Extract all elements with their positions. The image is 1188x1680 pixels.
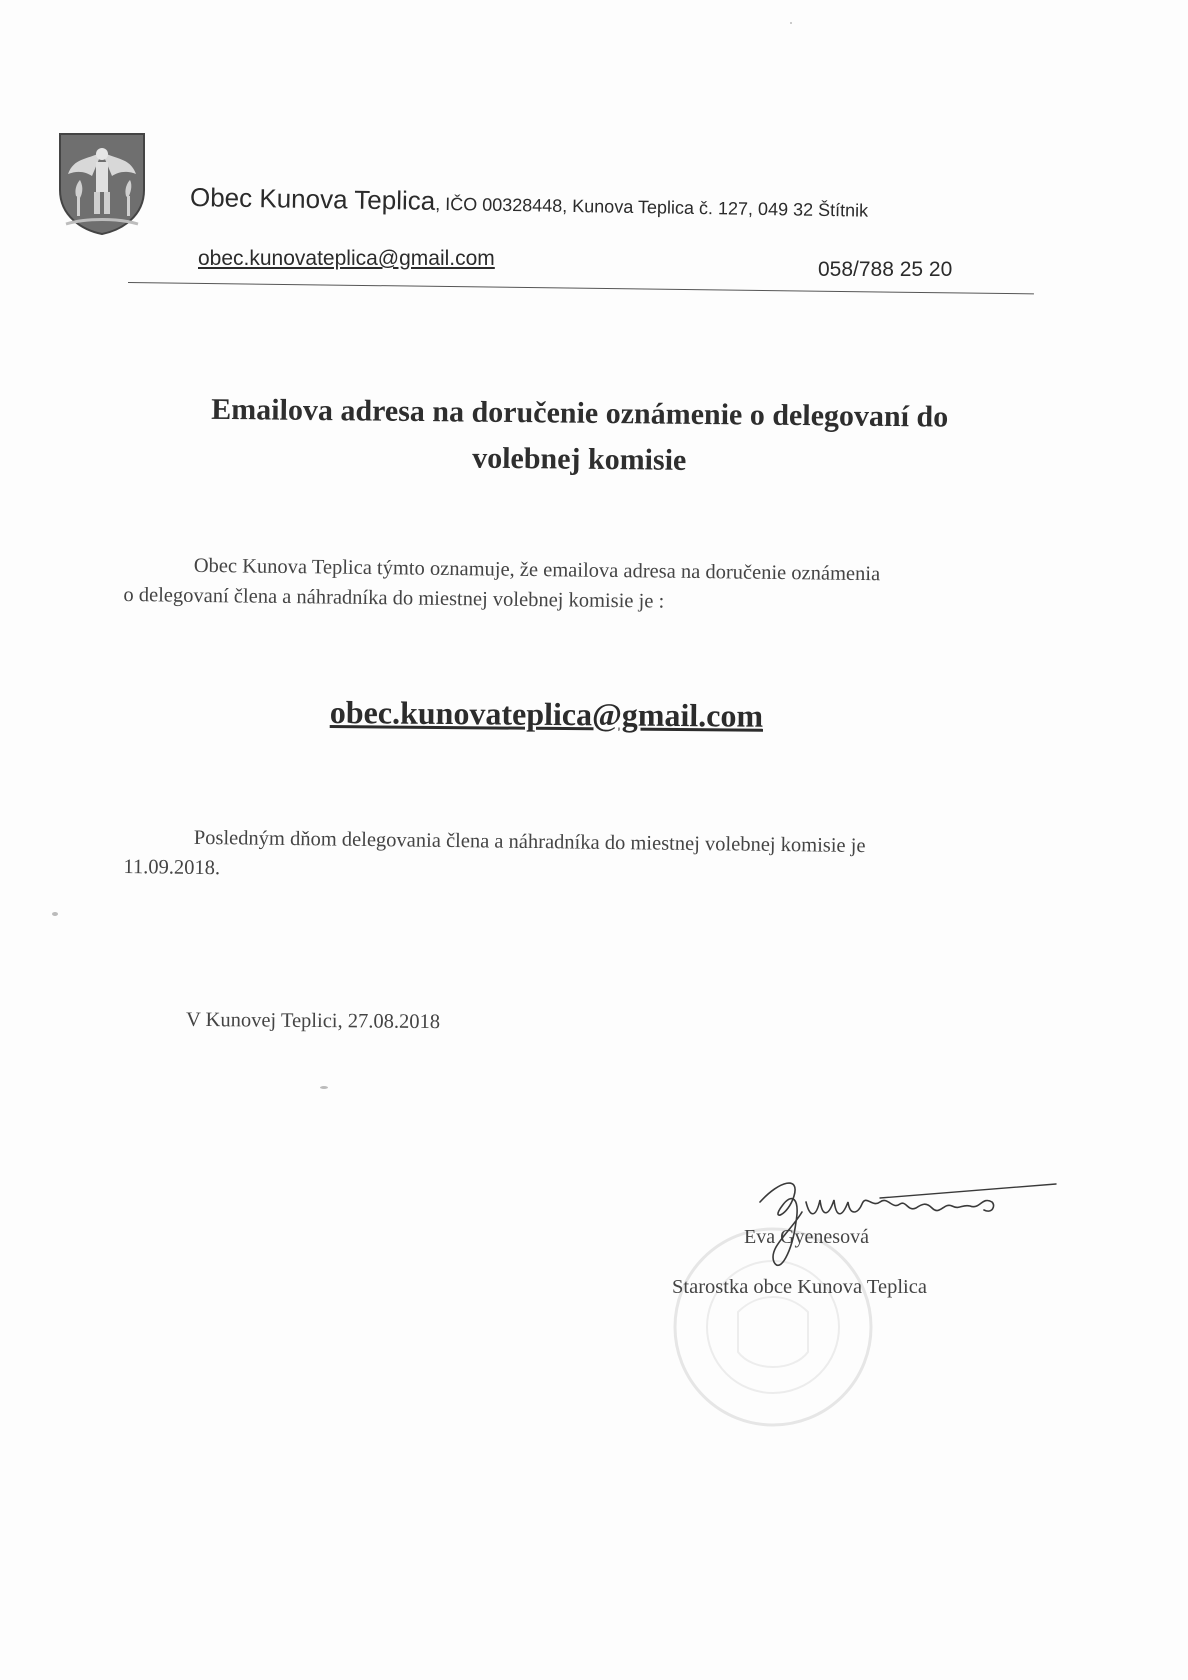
paragraph-line: Posledným dňom delegovania člena a náhradníka do miestnej volebnej komisie je [193, 826, 866, 858]
contact-email: obec.kunovateplica@gmail.com [329, 694, 764, 734]
letterhead-phone: 058/788 25 20 [818, 258, 953, 281]
handwritten-signature [730, 1162, 1060, 1282]
place-and-date: V Kunovej Teplici, 27.08.2018 [185, 1008, 441, 1034]
letterhead-divider [128, 282, 1034, 294]
signatory-role: Starostka obce Kunova Teplica [672, 1276, 927, 1298]
title-line-2: volebnej komisie [471, 441, 687, 477]
letterhead-line [190, 182, 1010, 226]
letterhead-email: obec.kunovateplica@gmail.com [198, 247, 495, 270]
paragraph-line: o delegovaní člena a náhradníka do miestnej volebnej komisie je : [123, 583, 665, 613]
paragraph-line: 11.09.2018. [123, 855, 221, 880]
scan-speck [790, 22, 792, 24]
signatory-name: Eva Gyenesová [744, 1226, 869, 1248]
deadline-paragraph [123, 822, 1008, 893]
scan-speck [52, 912, 58, 916]
announcement-paragraph [123, 550, 1008, 621]
scan-speck [320, 1086, 328, 1089]
municipality-details: , IČO 00328448, Kunova Teplica č. 127, 049 32 Štítnik [435, 193, 869, 221]
title-line-1: Emailova adresa na doručenie oznámenie o delegovaní do [211, 392, 949, 434]
paragraph-line: Obec Kunova Teplica týmto oznamuje, že emailova adresa na doručenie oznámenia [193, 554, 881, 586]
coat-of-arms-logo [56, 130, 148, 236]
municipality-name: Obec Kunova Teplica [189, 182, 436, 216]
document-title [129, 386, 1030, 487]
